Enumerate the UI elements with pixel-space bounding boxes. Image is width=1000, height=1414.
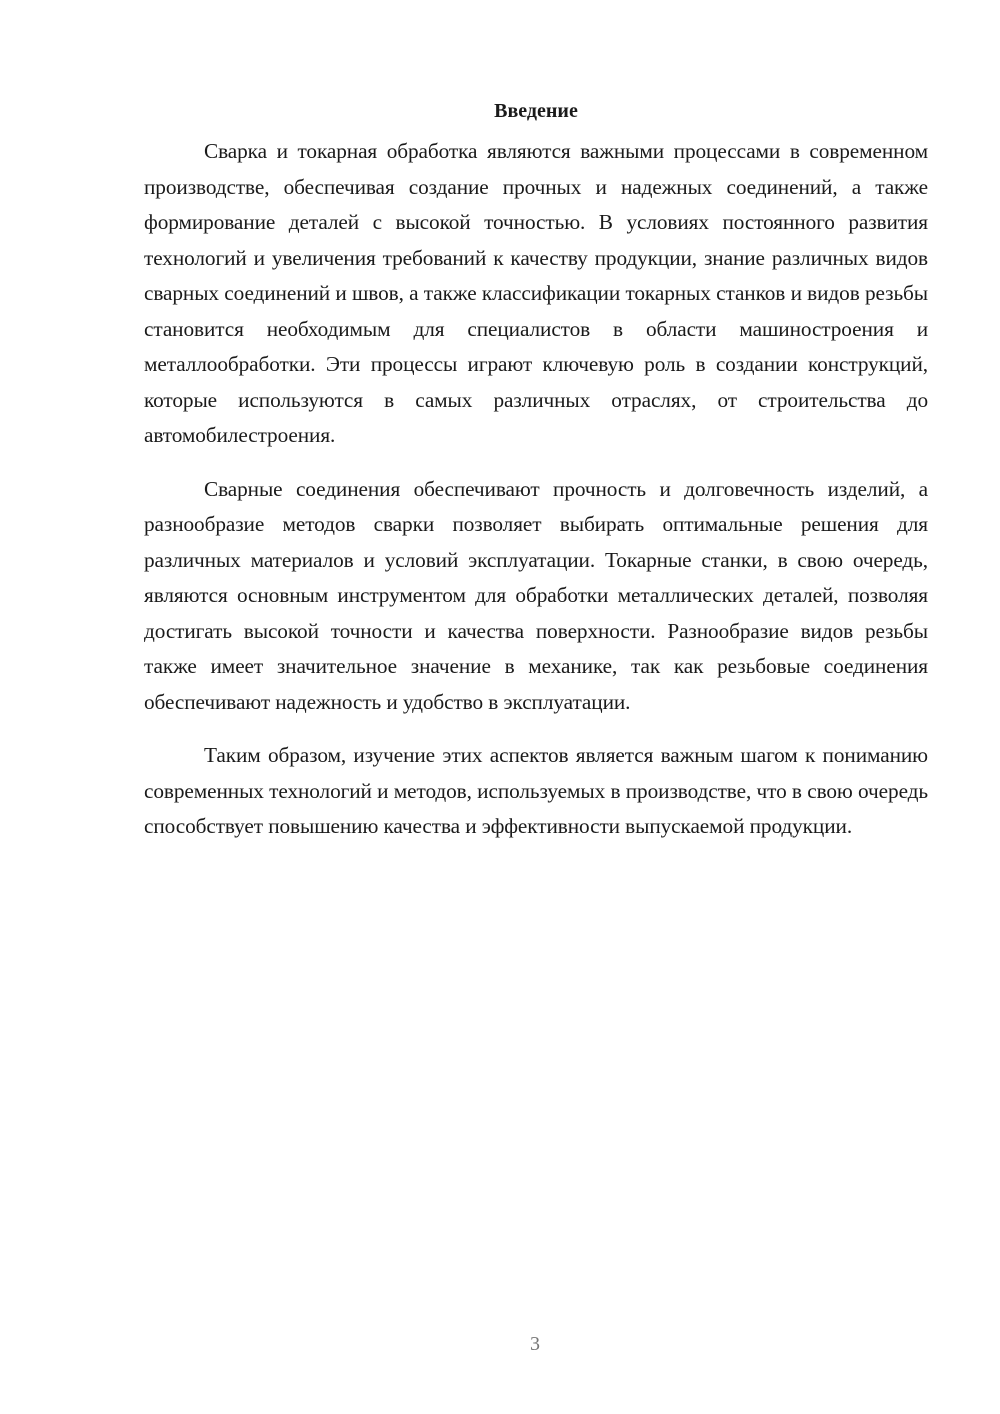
paragraph-2: Сварные соединения обеспечивают прочность и долговечность изделий, а разнообразие методов сварки позволяет выбирать оптимальные решения для различных материалов и условий эксплуатации. Токарные станки, в свою очередь, являются основным инструментом для обработки металлических деталей, позволяя достигать высокой точности и качества поверхности. Разнообразие видов резьбы также имеет значительное значение в механике, так как резьбовые соединения обеспечивают надежность и удобство в эксплуатации.: [144, 476, 928, 714]
paragraph-3: Таким образом, изучение этих аспектов является важным шагом к пониманию современных технологий и методов, используемых в производстве, что в свою очередь способствует повышению качества и эффективности выпускаемой продукции.: [144, 743, 928, 838]
page-content: [144, 96, 928, 863]
section-title: Введение: [494, 100, 578, 122]
page-number: 3: [530, 1333, 540, 1355]
paragraph-1: Сварка и токарная обработка являются важными процессами в современном производстве, обеспечивая создание прочных и надежных соединений, а также формирование деталей с высокой точностью. В условиях постоянного развития технологий и увеличения требований к качеству продукции, знание различных видов сварных соединений и швов, а также классификации токарных станков и видов резьбы становится необходимым для специалистов в области машиностроения и металлообработки. Эти процессы играют ключевую роль в создании конструкций, которые используются в самых различных отраслях, от строительства до автомобилестроения.: [144, 139, 928, 447]
